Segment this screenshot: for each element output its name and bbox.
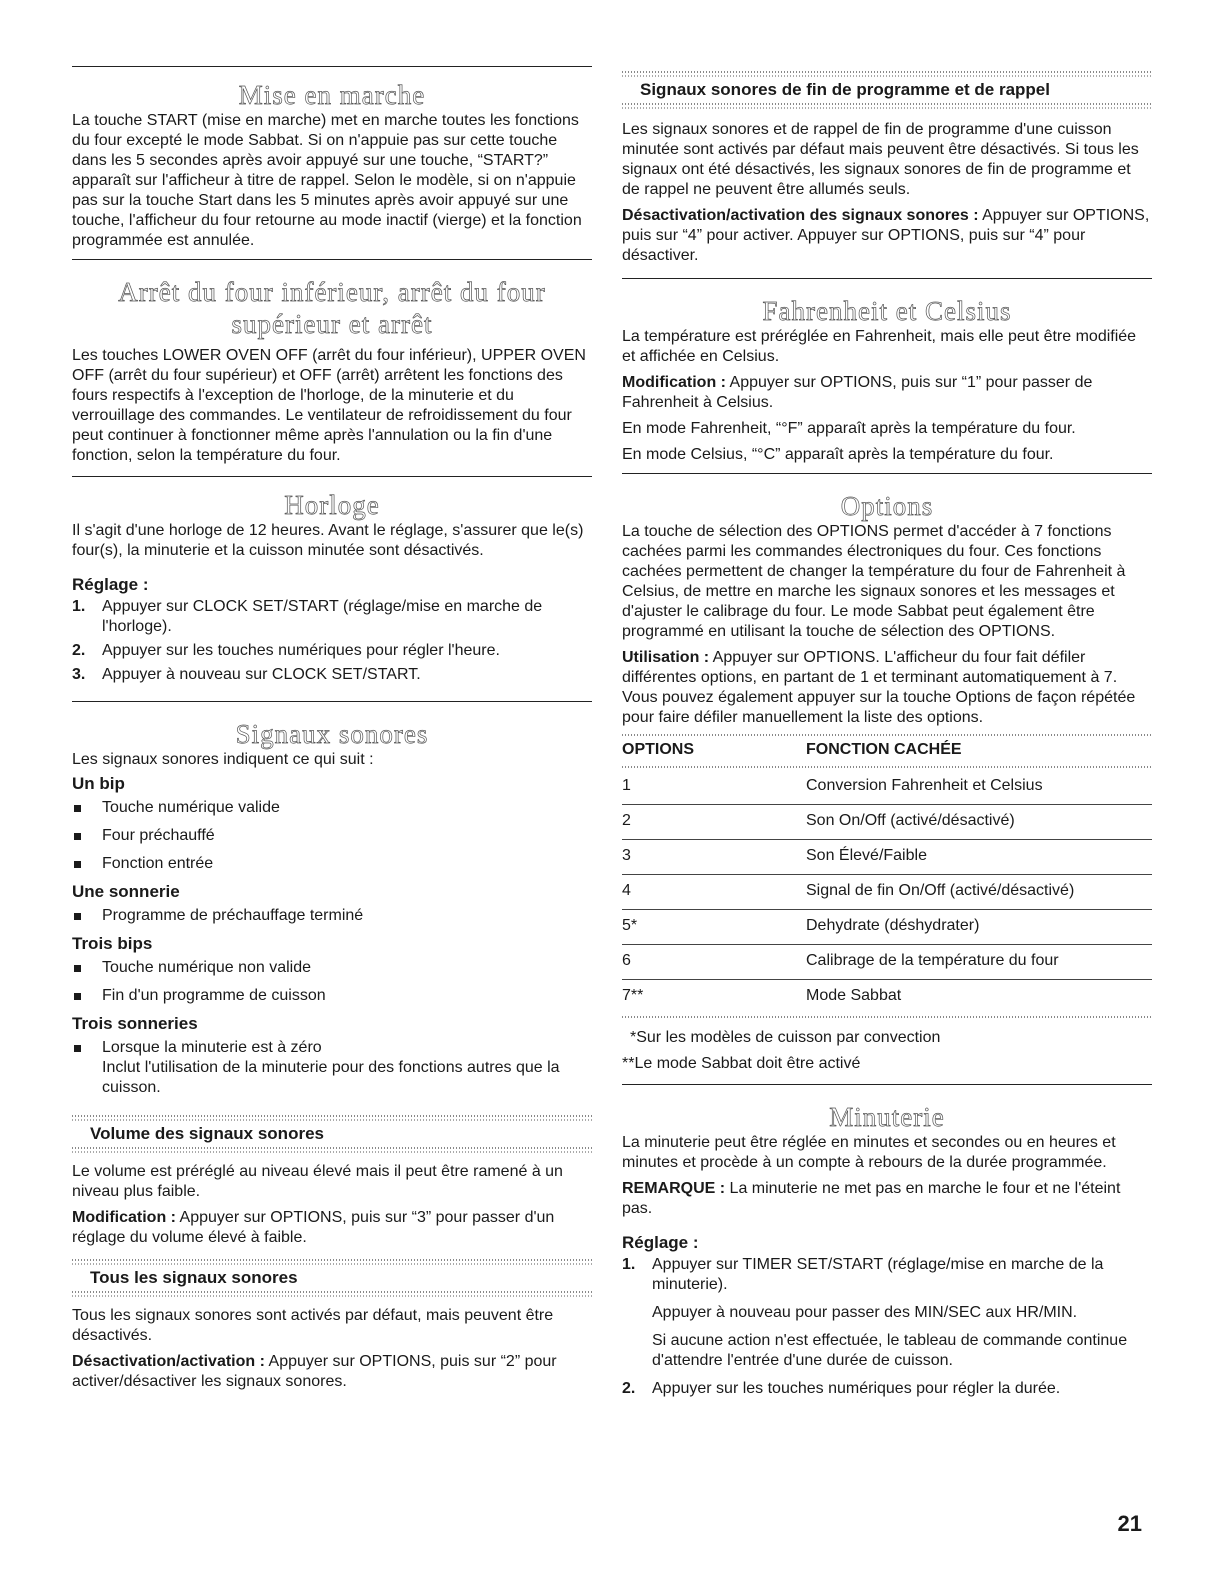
list-item <box>72 641 592 661</box>
table-cell: 7** <box>622 987 644 1004</box>
options-table <box>622 738 1152 764</box>
steps-list <box>622 1255 1152 1399</box>
section-minuterie <box>622 1085 1152 1411</box>
table-cell: 2 <box>622 805 806 840</box>
section-tous-signaux <box>72 1298 592 1400</box>
paragraph: Il s'agit d'une horloge de 12 heures. Avant le réglage, s'assurer que le(s) four(s), la minuterie et la cuisson minutée sont désactivés. <box>72 522 584 559</box>
footnote: **Le mode Sabbat doit être activé <box>622 1055 861 1072</box>
table-cell: Son On/Off (activé/désactivé) <box>806 805 1152 840</box>
page-number: 21 <box>1117 1511 1142 1536</box>
dotted-divider <box>72 1146 592 1154</box>
paragraph: Les signaux sonores et de rappel de fin de programme d'une cuisson minutée sont activés par défaut mais peuvent être désactivés. Si tous les signaux ont été désactivés, les signaux sonores de fin de programme et de rappel ne peuvent être allumés seuls. <box>622 121 1139 198</box>
item-detail: Inclut l'utilisation de la minuterie pour des fonctions autres que la cuisson. <box>102 1059 560 1096</box>
label-activation: Désactivation/activation : <box>72 1353 265 1370</box>
paragraph: En mode Fahrenheit, “°F” apparaît après la température du four. <box>622 420 1076 437</box>
item-text: Four préchauffé <box>102 827 215 844</box>
item-text: Fonction entrée <box>102 855 214 872</box>
dotted-divider <box>622 102 1152 110</box>
paragraph: Le volume est préréglé au niveau élevé mais il peut être ramené à un niveau plus faible. <box>72 1163 563 1200</box>
subsection-title: Tous les signaux sonores <box>90 1268 298 1287</box>
item-text: Touche numérique valide <box>102 799 280 816</box>
subheading-une-sonnerie: Une sonnerie <box>72 882 180 901</box>
label-activation: Désactivation/activation des signaux sonores : <box>622 207 979 224</box>
paragraph <box>72 1208 592 1248</box>
table-cell: 3 <box>622 840 806 875</box>
table-row <box>622 770 1152 805</box>
step-text: Appuyer à nouveau sur CLOCK SET/START. <box>102 666 421 683</box>
bullet-icon <box>74 993 81 1000</box>
table-row <box>622 980 1152 1015</box>
table-cell: Calibrage de la température du four <box>806 945 1152 980</box>
footnote: *Sur les modèles de cuisson par convection <box>630 1029 941 1046</box>
dotted-divider <box>622 1014 1152 1020</box>
paragraph <box>622 373 1152 413</box>
table-header-row <box>622 738 1152 764</box>
paragraph <box>622 648 1152 728</box>
bullet-icon <box>74 833 81 840</box>
dotted-divider <box>72 1290 592 1298</box>
right-column <box>622 66 1152 1411</box>
bullet-list <box>72 798 592 874</box>
paragraph: Tous les signaux sonores sont activés par défaut, mais peuvent être désactivés. <box>72 1307 554 1344</box>
table-row <box>622 840 1152 875</box>
section-fahrenheit-celsius <box>622 279 1152 473</box>
section-volume <box>72 1154 592 1256</box>
label-remarque: REMARQUE : <box>622 1180 726 1197</box>
dotted-divider <box>72 1258 592 1266</box>
section-title: Mise en marche <box>238 80 426 110</box>
table-cell: Son Élevé/Faible <box>806 840 1152 875</box>
step-number: 1. <box>72 598 86 615</box>
item-text: Touche numérique non valide <box>102 959 312 976</box>
list-item <box>72 665 592 685</box>
table-cell: 1 <box>622 770 806 805</box>
step-detail: Appuyer à nouveau pour passer des MIN/SEC aux HR/MIN. <box>652 1304 1078 1321</box>
table-row <box>622 805 1152 840</box>
paragraph <box>622 206 1152 266</box>
section-horloge <box>72 477 592 697</box>
section-title: Options <box>840 491 934 521</box>
label-utilisation: Utilisation : <box>622 649 710 666</box>
text: Appuyer sur OPTIONS. L'afficheur du four fait défiler différentes options, en partant de 1 et terminant automatiquement à 7. Vous pouvez également appuyer sur la touche Options de façon répétée pour faire défiler manuellement la liste des options. <box>622 649 1136 726</box>
table-cell: Mode Sabbat <box>806 987 902 1004</box>
step-number: 3. <box>72 666 86 683</box>
step-number: 2. <box>72 642 86 659</box>
paragraph: En mode Celsius, “°C” apparaît après la température du four. <box>622 446 1054 463</box>
table-row <box>622 875 1152 910</box>
list-item <box>72 854 592 874</box>
list-item <box>72 1038 592 1098</box>
bullet-list <box>72 1038 592 1098</box>
text: Appuyer sur OPTIONS, puis sur “1” pour passer de Fahrenheit à Celsius. <box>622 374 1093 411</box>
step-text: Appuyer sur TIMER SET/START (réglage/mise en marche de la minuterie). <box>652 1256 1104 1293</box>
bullet-icon <box>74 1045 81 1052</box>
section-mise-en-marche <box>72 67 592 259</box>
section-fin-programme <box>622 110 1152 274</box>
table-row <box>622 945 1152 980</box>
list-item <box>72 597 592 637</box>
column-header: OPTIONS <box>622 741 695 758</box>
list-item <box>72 798 592 818</box>
item-text: Programme de préchauffage terminé <box>102 907 364 924</box>
table-cell: 5* <box>622 910 806 945</box>
item-text: Fin d'un programme de cuisson <box>102 987 326 1004</box>
paragraph: La minuterie peut être réglée en minutes et secondes ou en heures et minutes et procède à un compte à rebours de la durée programmée. <box>622 1134 1116 1171</box>
section-arret <box>72 260 592 474</box>
paragraph: Les touches LOWER OVEN OFF (arrêt du four inférieur), UPPER OVEN OFF (arrêt du four supérieur) et OFF (arrêt) arrêtent les fonctions des fours respectifs à l'exception de l'horloge, de la minuterie et du verrouillage des commandes. Le ventilateur de refroidissement du four peut continuer à fonctionner même après l'annulation ou la fin d'une fonction, selon la température du four. <box>72 347 586 464</box>
list-item <box>622 1255 1152 1371</box>
label-modification: Modification : <box>72 1209 176 1226</box>
paragraph <box>72 1352 592 1392</box>
section-signaux-sonores <box>72 702 592 1110</box>
paragraph: La température est préréglée en Fahrenheit, mais elle peut être modifiée et affichée en Celsius. <box>622 328 1137 365</box>
table-row <box>622 910 1152 945</box>
step-text: Appuyer sur CLOCK SET/START (réglage/mise en marche de l'horloge). <box>102 598 543 635</box>
bullet-icon <box>74 805 81 812</box>
section-title: Signaux sonores <box>235 719 429 749</box>
list-item <box>72 906 592 926</box>
subheading-un-bip: Un bip <box>72 774 125 793</box>
text: La minuterie ne met pas en marche le four et ne l'éteint pas. <box>622 1180 1121 1217</box>
subheading-trois-sonneries: Trois sonneries <box>72 1014 198 1033</box>
subheading-reglage: Réglage : <box>622 1233 699 1252</box>
left-column <box>72 66 592 1400</box>
dotted-divider <box>72 1114 592 1122</box>
text: Appuyer sur OPTIONS, puis sur “3” pour passer d'un réglage du volume élevé à faible. <box>72 1209 555 1246</box>
steps-list <box>72 597 592 685</box>
table-cell: Conversion Fahrenheit et Celsius <box>806 770 1152 805</box>
section-title: Arrêt du four inférieur, arrêt du four supérieur et arrêt <box>118 277 546 339</box>
paragraph: La touche START (mise en marche) met en marche toutes les fonctions du four excepté le mode Sabbat. Si on n'appuie pas sur cette touche dans les 5 secondes après avoir appuyé sur une touche, “START?” apparaît sur l'afficheur à titre de rappel. Selon le modèle, si on n'appuie pas sur la touche Start dans les 5 minutes après avoir appuyé sur une touche, l'afficheur du four retourne au mode inactif (vierge) et la fonction programmée est annulée. <box>72 112 582 249</box>
bullet-icon <box>74 861 81 868</box>
section-title: Horloge <box>284 490 380 520</box>
section-options <box>622 474 1152 1078</box>
table-cell: 6 <box>622 945 806 980</box>
bullet-list <box>72 958 592 1006</box>
subheading-trois-bips: Trois bips <box>72 934 153 953</box>
step-text: Appuyer sur les touches numériques pour régler l'heure. <box>102 642 500 659</box>
section-title: Minuterie <box>829 1102 945 1132</box>
text: Appuyer sur OPTIONS, puis sur “2” pour activer/désactiver les signaux sonores. <box>72 1353 557 1390</box>
label-modification: Modification : <box>622 374 726 391</box>
dotted-divider <box>622 70 1152 78</box>
subsection-title: Signaux sonores de fin de programme et de rappel <box>640 80 1050 99</box>
table-cell: Signal de fin On/Off (activé/désactivé) <box>806 875 1152 910</box>
column-header: FONCTION CACHÉE <box>806 741 962 758</box>
list-item <box>622 1379 1152 1399</box>
paragraph: Les signaux sonores indiquent ce qui suit : <box>72 751 374 768</box>
subheading-reglage: Réglage : <box>72 575 149 594</box>
paragraph <box>622 1179 1152 1219</box>
bullet-icon <box>74 913 81 920</box>
bullet-icon <box>74 965 81 972</box>
table-cell: 4 <box>622 875 806 910</box>
list-item <box>72 826 592 846</box>
text: Appuyer sur OPTIONS, puis sur “4” pour activer. Appuyer sur OPTIONS, puis sur “4” pour désactiver. <box>622 207 1150 264</box>
subsection-title: Volume des signaux sonores <box>90 1124 324 1143</box>
step-detail: Si aucune action n'est effectuée, le tableau de commande continue d'attendre l'entrée d'une durée de cuisson. <box>652 1332 1128 1369</box>
bullet-list <box>72 906 592 926</box>
list-item <box>72 958 592 978</box>
section-title: Fahrenheit et Celsius <box>762 296 1012 326</box>
list-item <box>72 986 592 1006</box>
step-number: 1. <box>622 1256 636 1273</box>
table-cell: Dehydrate (déshydrater) <box>806 910 1152 945</box>
options-table-body <box>622 770 1152 1014</box>
step-number: 2. <box>622 1380 636 1397</box>
step-text: Appuyer sur les touches numériques pour régler la durée. <box>652 1380 1061 1397</box>
paragraph: La touche de sélection des OPTIONS permet d'accéder à 7 fonctions cachées parmi les commandes électroniques du four. Ces fonctions cachées permettent de changer la température du four de Fahrenheit à Celsius, de mettre en marche les signaux sonores et les messages et d'ajuster le calibrage du four. Le mode Sabbat peut également être programmé en utilisant la touche de sélection des OPTIONS. <box>622 523 1126 640</box>
item-text: Lorsque la minuterie est à zéro <box>102 1039 322 1056</box>
